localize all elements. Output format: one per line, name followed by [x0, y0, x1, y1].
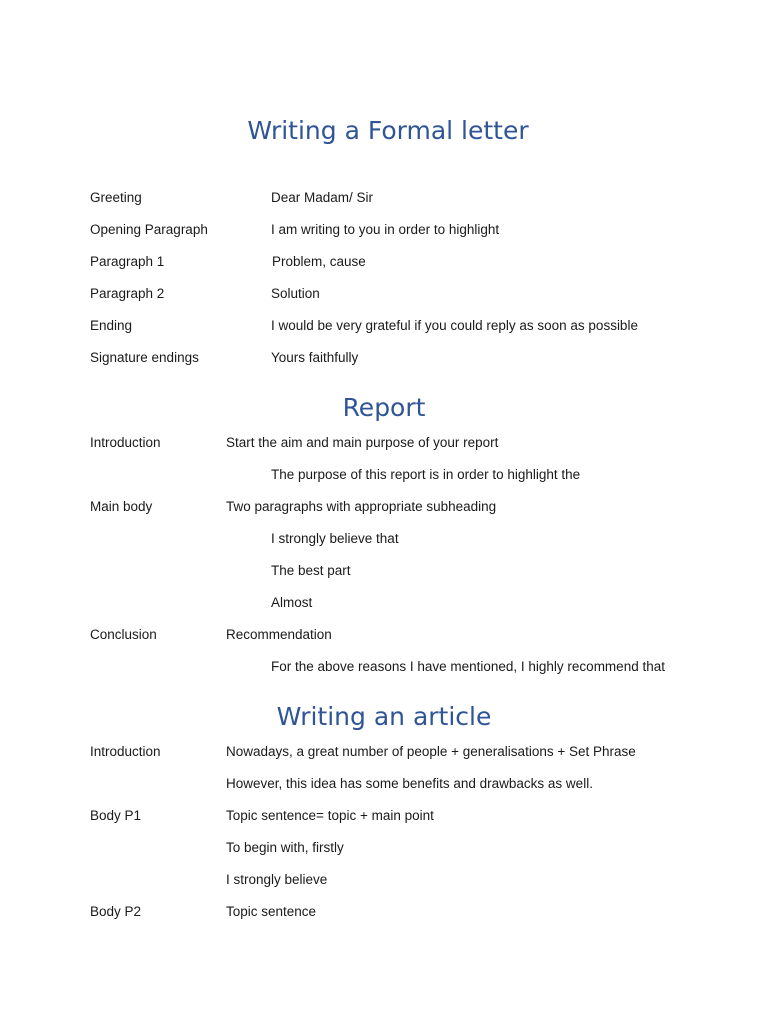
article-body-p2-line: Topic sentence [226, 904, 317, 919]
report-title: Report [342, 393, 426, 422]
paragraph-2-value: Solution [271, 286, 320, 301]
article-body-p1-label: Body P1 [90, 808, 142, 823]
formal-letter-title: Writing a Formal letter [247, 116, 529, 145]
opening-paragraph-label: Opening Paragraph [90, 222, 208, 237]
ending-label: Ending [90, 318, 133, 333]
article-introduction-line: However, this idea has some benefits and drawbacks as well. [226, 776, 593, 791]
ending-value: I would be very grateful if you could reply as soon as possible [271, 318, 638, 333]
report-main-body-phrase: I strongly believe that [271, 531, 399, 546]
report-conclusion-phrase: For the above reasons I have mentioned, I highly recommend that [271, 659, 665, 674]
report-conclusion-label: Conclusion [90, 627, 157, 642]
article-body-p2-label: Body P2 [90, 904, 142, 919]
paragraph-2-label: Paragraph 2 [90, 286, 165, 301]
report-introduction-phrase: The purpose of this report is in order to highlight the [271, 467, 581, 482]
article-introduction-line: Nowadays, a great number of people + generalisations + Set Phrase [226, 744, 636, 759]
report-main-body-label: Main body [90, 499, 153, 514]
greeting-value: Dear Madam/ Sir [271, 190, 374, 205]
article-body-p1-line: I strongly believe [226, 872, 328, 887]
paragraph-1-label: Paragraph 1 [90, 254, 165, 269]
article-body-p1-line: To begin with, firstly [226, 840, 344, 855]
signature-endings-value: Yours faithfully [271, 350, 359, 365]
report-main-body-phrase: Almost [271, 595, 313, 610]
article-title: Writing an article [276, 702, 492, 731]
article-introduction-label: Introduction [90, 744, 161, 759]
report-introduction-value: Start the aim and main purpose of your report [226, 435, 499, 450]
paragraph-1-value: Problem, cause [272, 254, 366, 269]
report-main-body-phrase: The best part [271, 563, 351, 578]
greeting-label: Greeting [90, 190, 142, 205]
report-conclusion-value: Recommendation [226, 627, 332, 642]
report-main-body-value: Two paragraphs with appropriate subheading [226, 499, 497, 514]
signature-endings-label: Signature endings [90, 350, 199, 365]
report-introduction-label: Introduction [90, 435, 161, 450]
article-body-p1-line: Topic sentence= topic + main point [226, 808, 434, 823]
opening-paragraph-value: I am writing to you in order to highlight [271, 222, 500, 237]
